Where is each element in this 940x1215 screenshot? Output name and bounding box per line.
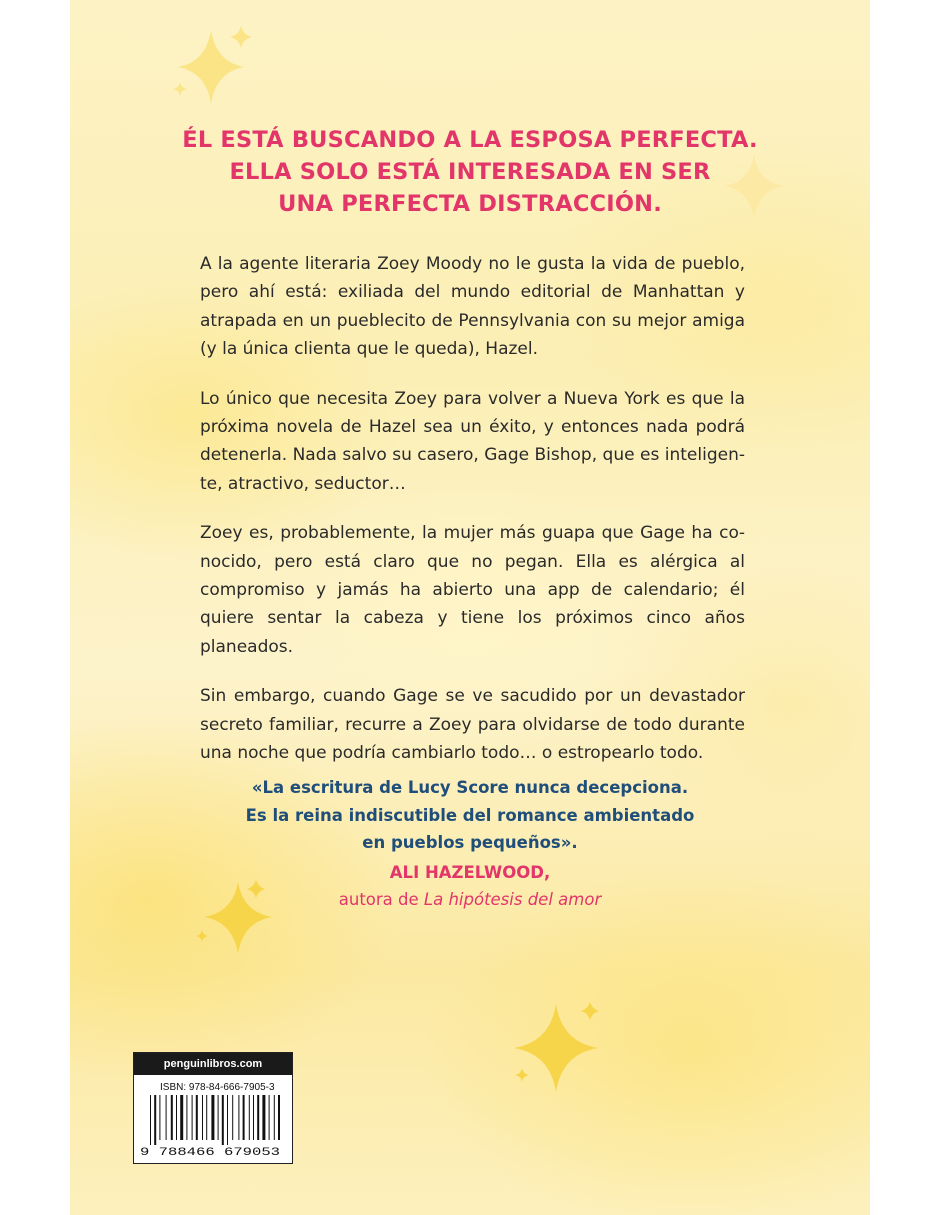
barcode-bar xyxy=(150,1095,151,1145)
isbn-label: ISBN: 978-84-666-7905-3 xyxy=(160,1082,275,1093)
barcode-bar xyxy=(238,1095,239,1140)
sparkle-icon xyxy=(498,996,618,1096)
barcode-bar xyxy=(262,1095,265,1140)
barcode-bar xyxy=(154,1095,156,1145)
barcode-bar xyxy=(218,1095,219,1140)
book-back-cover xyxy=(70,0,870,1215)
barcode-bar xyxy=(232,1095,233,1140)
barcode-bar xyxy=(202,1095,203,1140)
barcode-bar xyxy=(211,1095,214,1140)
synopsis xyxy=(200,250,745,789)
headline-line: UNA PERFECTA DISTRACCIÓN. xyxy=(278,191,662,217)
barcode-bar xyxy=(171,1095,173,1140)
blurb-line: Es la reina indiscutible del romance ambientado xyxy=(245,805,695,825)
blurb-line: en pueblos pequeños». xyxy=(362,833,578,852)
barcode-box xyxy=(133,1052,293,1164)
blurb-work-prefix: autora de xyxy=(338,890,424,909)
barcode xyxy=(140,1095,286,1159)
barcode-bar xyxy=(269,1095,270,1140)
blurb-author: ALI HAZELWOOD, xyxy=(389,862,551,882)
synopsis-paragraph: Sin embargo, cuando Gage se ve sacudido por un devastador secreto familiar, recurre a Zoey para olvidarse de todo durante una noche que podría cambiarlo todo… o estropearlo todo. xyxy=(200,686,745,764)
synopsis-paragraph: A la agente literaria Zoey Moody no le gusta la vida de pueblo, pero ahí está: exiliada del mundo editorial de Manhattan y atrapada en un pueblecito de Pennsylvania con su mejor amiga (y la única clienta que le queda), Hazel. xyxy=(200,254,745,360)
blurb-work-title: La hipótesis del amor xyxy=(423,890,602,909)
barcode-bar xyxy=(253,1095,254,1140)
synopsis-paragraph: Zoey es, probablemente, la mujer más guapa que Gage ha conocido, pero está claro que no pegan. Ella es alérgica al compromiso y jamás ha abierto una app de calendario; él quiere sentar la cabeza y tiene los próximos cinco años planeados. xyxy=(200,523,745,657)
publisher-website: penguinlibros.com xyxy=(134,1053,292,1075)
barcode-bar xyxy=(176,1095,177,1140)
headline xyxy=(170,124,770,220)
barcode-bar xyxy=(274,1095,275,1140)
headline-line: ÉL ESTÁ BUSCANDO A LA ESPOSA PERFECTA. xyxy=(182,127,758,153)
barcode-digits: 9 788466 679053 xyxy=(140,1147,280,1159)
barcode-bar xyxy=(166,1095,167,1140)
barcode-bar xyxy=(159,1095,160,1140)
barcode-bar xyxy=(243,1095,245,1140)
barcode-bar xyxy=(227,1095,228,1145)
blurb xyxy=(170,774,770,914)
barcode-bar xyxy=(196,1095,198,1140)
blurb-line: «La escritura de Lucy Score nunca decepciona. xyxy=(251,778,689,797)
sparkle-icon xyxy=(166,22,266,112)
barcode-bar xyxy=(257,1095,259,1140)
headline-line: ELLA SOLO ESTÁ INTERESADA EN SER xyxy=(229,159,711,185)
synopsis-paragraph: Lo único que necesita Zoey para volver a Nueva York es que la próxima novela de Hazel sea un éxito, y entonces nada podrá detenerla. Nada salvo su casero, Gage Bishop, que es inteligente, atractivo, seductor… xyxy=(200,388,745,494)
barcode-bar xyxy=(186,1095,187,1140)
barcode-bar xyxy=(206,1095,207,1140)
barcode-bar xyxy=(249,1095,250,1140)
barcode-bar xyxy=(192,1095,193,1140)
barcode-bar xyxy=(278,1095,280,1140)
blurb-attribution xyxy=(170,886,770,914)
barcode-bar xyxy=(180,1095,183,1140)
barcode-bar xyxy=(222,1095,224,1145)
